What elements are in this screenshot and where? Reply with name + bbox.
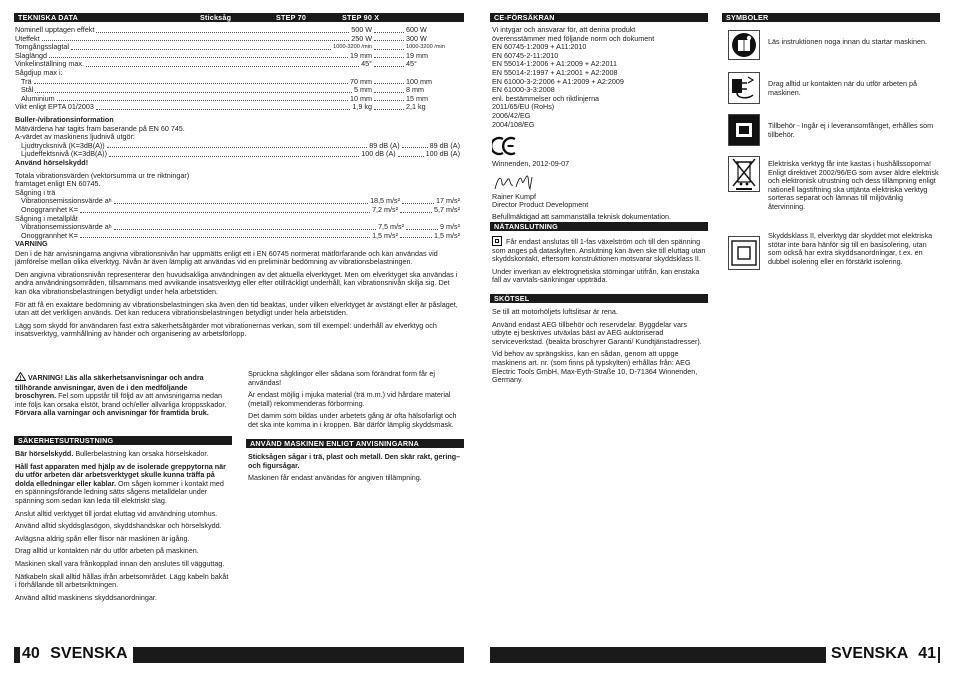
safety-p3: Anslut alltid verktyget till jordat eluttag vid användning utomhus. <box>15 508 218 518</box>
care-header: SKÖTSEL <box>490 294 708 303</box>
ce-line: EN 61000-3-2:2006 + A1:2009 + A2:2009 <box>492 76 624 86</box>
noise-row-v1: 100 dB (A) <box>361 149 396 159</box>
tech-row <box>15 26 460 35</box>
signature-icon <box>492 171 706 193</box>
vibration-row-v2: 17 m/s² <box>436 196 460 206</box>
vibration-row-v1: 7,2 m/s² <box>372 204 399 214</box>
noise-title: Buller-/vibrationsinformation <box>15 115 114 124</box>
tech-row-v1: 250 W <box>351 33 372 43</box>
model2-label: STEP 90 X <box>342 13 380 22</box>
tech-row-v2: 100 mm <box>406 76 432 86</box>
mid-section <box>248 370 462 430</box>
safety-intro-bold: VARNING! Läs alla säkerhetsanvisningar och andra tillhörande anvisningar, även de i den medföljande broschyren. <box>15 373 204 401</box>
tech-row-label: Slaglängd <box>15 50 47 60</box>
noise-row-v2: 100 dB (A) <box>425 149 460 159</box>
symbols-header: SYMBOLER <box>722 13 940 22</box>
noise-line1: Mätvärdena har tagits fram baserande på EN 60 745. <box>15 123 185 133</box>
tech-row-v2: 15 mm <box>406 93 428 103</box>
tech-row-label: Uteffekt <box>15 33 40 43</box>
safety-p1-normal: Bullerbelastning kan orsaka hörselskador. <box>73 449 209 458</box>
ce-line: överensstämmer med följande norm och dokument <box>492 33 655 43</box>
tech-row-v1: 500 W <box>351 25 372 34</box>
tech-row-v1: 19 mm <box>350 50 372 60</box>
safety-p1-bold: Bär hörselskydd. <box>15 449 74 458</box>
mains-p1-text: Får endast anslutas till 1-fas växelström och till den spänning som anges på dataskylten. Anslutning kan även ske till eluttag utan skyddskontakt, eftersom konstruktionen motsvarar skyddsklass II. <box>492 237 706 264</box>
noise-row-label: Ljudtrycksnivå (K=3dB(A)) <box>21 140 105 150</box>
noise-line2: A-värdet av maskinens ljudnivå utgör: <box>15 132 135 142</box>
vibration-line2: framtaget enligt EN 60745. <box>15 179 101 189</box>
tech-row-v2: 19 mm <box>406 50 428 60</box>
tech-row <box>15 35 460 44</box>
vibration-row-label: Vibrationsemissionsvärde a <box>21 222 109 232</box>
language-title-left: SVENSKA <box>50 645 128 662</box>
tech-row-label: Trä <box>21 76 32 86</box>
ce-line: Vi intygar och ansvarar för, att denna produkt <box>492 25 636 34</box>
safety-section <box>15 450 229 602</box>
page-number-right: 41 <box>918 645 936 662</box>
footer-left-label <box>20 644 133 664</box>
ce-section <box>492 26 706 222</box>
vibration-row: Vibrationsemissionsvärde a h 7,5 m/s² 9 m/s² <box>21 222 460 232</box>
tech-row-v1: 10 mm <box>350 93 372 103</box>
use-header: ANVÄND MASKINEN ENLIGT ANVISNINGARNA <box>246 439 464 448</box>
tech-row-v2: 1000-3200 /min <box>406 44 445 51</box>
ce-place-date: Winnenden, 2012-09-07 <box>492 159 570 169</box>
warning-p3: För att få en exaktare bedömning av vibrationsbelastningen ska även den tid beaktas, under vilken elverktyget är avstängt eller är påslaget, utan att det verkligen används. Det kan reducera vibrationsbelastningen betydligt under hela arbetstiden. <box>15 299 458 318</box>
tech-row-v1: 45° <box>361 59 372 69</box>
safety-p5: Avlägsna aldrig spån eller flisor när maskinen är igång. <box>15 533 190 543</box>
vibration-row-label: Onoggrannhet K= <box>21 204 78 214</box>
mains-p1 <box>492 236 706 264</box>
safety-p9: Använd alltid maskinens skyddsanordningar. <box>15 592 157 602</box>
tech-row-label: Stål <box>21 85 34 95</box>
safety-p8: Nätkabeln skall alltid hållas ifrån arbetsområdet. Lägg kabeln bakåt i förhållande till arbetsriktningen. <box>15 571 229 590</box>
safety-header: SÄKERHETSUTRUSTNING <box>14 436 232 445</box>
noise-row-label: Ljudeffektsnivå (K=3dB(A)) <box>21 149 107 159</box>
care-p1: Se till att motorhöljets luftslitsar är rena. <box>492 307 618 316</box>
symbol-text-accessory: Tillbehör - Ingår ej i leveransomfånget, erhålles som tillbehör. <box>768 121 934 139</box>
warning-p1: Den i de här anvisningarna angivna vibrationsnivån har uppmätts enligt ett i EN 60745 normerat mätförfarande och kan användas vid jämförelse mellan olika elverktyg. Nivån är även lämplig att användas vid en preliminär bedömning av vibrationsbelastningen. <box>15 248 438 267</box>
hearing-note: Använd hörselskydd! <box>15 157 89 167</box>
symbol-text-read-manual: Läs instruktionen noga innan du startar maskinen. <box>768 37 928 46</box>
safety-p2 <box>15 463 229 506</box>
safety-p1 <box>15 450 229 459</box>
warning-title: VARNING <box>15 239 48 248</box>
vibration-row-label: Onoggrannhet K= <box>21 230 78 240</box>
mains-p2: Under inverkan av elektrognetiska störningar utifrån, kan enstaka fall av varvtals-sänkningar uppträda. <box>492 266 700 285</box>
tech-row-v1: 5 mm <box>354 85 372 95</box>
safety-intro <box>15 372 229 418</box>
product-type: Sticksåg <box>200 13 232 22</box>
safety-p7: Maskinen skall vara frånkopplad innan den anslutes till vägguttag. <box>15 558 225 568</box>
vibration-row-v1: 7,5 m/s² <box>378 222 405 232</box>
ce-line: 2011/65/EU (RoHs) <box>492 102 555 112</box>
warning-section <box>15 240 462 339</box>
tech-data-table <box>15 26 460 112</box>
tech-row <box>15 69 460 78</box>
vibration-row <box>15 206 460 215</box>
tech-row-label: Sågdjup max i: <box>15 67 63 77</box>
noise-section <box>15 116 460 240</box>
vibration-row-v2: 5,7 m/s² <box>434 204 460 214</box>
mains-header: NÄTANSLUTNING <box>490 222 708 231</box>
use-p: Maskinen får endast användas för angiven tillämpning. <box>248 473 422 483</box>
tech-row <box>15 60 460 69</box>
warning-p4: Lägg som skydd för användaren fast extra säkerhetsåtgärder mot vibrationernas verkan, som till exempel: underhåll av elverktyg och insatsverktyg, varmhållning av händer och organisering av arbetsförlopp. <box>15 320 437 339</box>
use-section <box>248 453 462 483</box>
vibration-row-v1: 18,5 m/s² <box>370 196 401 206</box>
svg-text:!: ! <box>19 375 22 381</box>
care-section <box>492 308 706 385</box>
ce-line: 2004/108/EG <box>492 119 535 129</box>
ce-line: enl. bestämmelser och riktlinjerna <box>492 93 600 103</box>
mid-p1: Spruckna sågklingor eller sådana som förändrat form får ej användas! <box>248 369 435 387</box>
weee-bin-icon <box>728 156 760 192</box>
safety-p4: Använd alltid skyddsglasögon, skyddshandskar och hörselskydd. <box>15 521 222 531</box>
tech-row-v2: 300 W <box>406 33 427 43</box>
language-title-right: SVENSKA <box>830 645 908 662</box>
tech-row-v1: 1,9 kg <box>352 102 372 112</box>
noise-row-v2: 89 dB (A) <box>429 140 460 150</box>
tech-row-v2: 8 mm <box>406 85 424 95</box>
vibration-row-v2: 1,5 m/s² <box>434 230 460 240</box>
vibration-row-v2: 9 m/s² <box>440 222 460 232</box>
ce-line: EN 60745-2-11:2010 <box>492 50 559 60</box>
ce-line: EN 55014-2:1997 + A1:2001 + A2:2008 <box>492 67 618 77</box>
class-ii-small-icon <box>492 236 502 246</box>
vibration-line1: Totala vibrationsvärden (vektorsumma ur tre riktningar) <box>15 170 190 180</box>
use-bold: Sticksågen sågar i trä, plast och metall. Den skär rakt, gering– och figursågar. <box>248 452 461 470</box>
tech-row-v1: 70 mm <box>350 76 372 86</box>
safety-p6: Drag alltid ur kontakten när du utför arbeten på maskinen. <box>15 546 199 556</box>
tech-row <box>15 43 460 52</box>
ce-signer-name: Rainer Kumpf <box>492 191 536 201</box>
safety-p2-normal: Om sågen kommer i kontakt med en spänningsförande ledning sätts sågens metalldelar under spänning som sedan kan leda till elektriskt slag. <box>15 478 224 505</box>
ce-line: 2006/42/EG <box>492 110 531 120</box>
ce-mark <box>492 136 706 158</box>
symbol-text-class-ii: Skyddsklass II, elverktyg där skyddet mot elektriska stötar inte bara hänför sig till en basisolering, utan som också har extra skyddsanordningar, t.ex. en dubbel isolering eller en förstärkt isolering. <box>768 231 933 266</box>
symbol-text-unplug: Drag alltid ur kontakten när du utför arbeten på maskinen. <box>768 79 918 97</box>
tech-row-label: Vinkelinställning max. <box>15 59 84 69</box>
tech-row <box>15 78 460 87</box>
safety-intro-keep: Förvara alla varningar och anvisningar för framtida bruk. <box>15 408 209 418</box>
tech-data-title: TEKNISKA DATA <box>18 13 78 22</box>
ce-signer-title: Director Product Development <box>492 200 589 210</box>
ce-line: EN 60745-1:2009 + A11:2010 <box>492 42 587 52</box>
mains-section <box>492 236 706 285</box>
tech-row-v2: 600 W <box>406 25 427 34</box>
ce-line: EN 61000-3-3:2008 <box>492 85 555 95</box>
mid-p3: Det damm som bildas under arbetets gång är ofta hälsofarligt och det ska inte komma in i kroppen. Bär därför lämplig skyddsmask. <box>248 411 457 429</box>
tech-row-v2: 2,1 kg <box>406 102 426 112</box>
tech-row-v1: 1000-3200 /min <box>333 44 372 51</box>
accessory-icon <box>728 114 760 146</box>
footer-right-label <box>826 644 938 664</box>
model1-label: STEP 70 <box>276 13 307 22</box>
tech-data-header <box>14 13 464 22</box>
warning-p2: Den angivna vibrationsnivån representerar den huvudsakliga användningen av det aktuella elverktyget. Men om elverktyget ska användas i andra användningsområden, tillsammans med avvikande insatsverktyg eller efter otillräckligt underhåll, kan vibrationsnivån skilja sig. Det kan öka vibrationsbelastningen betydligt under hela arbetstiden. <box>15 269 458 296</box>
tech-row-label: Tomgångsslagtal <box>15 42 69 52</box>
tech-row-v2: 45° <box>406 59 417 69</box>
unplug-icon <box>728 72 760 104</box>
ce-norm-list <box>492 26 706 129</box>
safety-intro-normal: Fel som uppstår till följd av att anvisningarna nedan inte följs kan orsaka elstöt, brand och/eller allvarliga kroppsskador. <box>15 391 227 409</box>
metal-label: Sågning i metallplåt <box>15 213 78 223</box>
wood-label: Sågning i trä <box>15 187 56 197</box>
mid-p2: Är endast möjlig i mjuka material (trä m.m.) vid hårdare material (metall) rekommenderas förborrning. <box>248 390 451 408</box>
care-p3: Vid behov av sprängskiss, kan en sådan, genom att uppge maskinens art. nr. (som finns på typskylten) erhållas från: AEG Electric Tools GmbH, Max-Eyth-Straße 10, D-71364 Winnenden, Germany. <box>492 349 698 385</box>
vibration-row-label: Vibrationsemissionsvärde a <box>21 196 109 206</box>
tech-row <box>15 86 460 95</box>
read-manual-icon <box>728 30 760 60</box>
class-ii-icon <box>728 236 760 270</box>
ce-header: CE-FÖRSÄKRAN <box>490 13 708 22</box>
page-number-left: 40 <box>22 645 40 662</box>
vibration-row-v1: 1,5 m/s² <box>372 230 399 240</box>
tech-row-label: Nominell upptagen effekt <box>15 25 95 34</box>
tech-row-label: Vikt enligt EPTA 01/2003 <box>15 102 94 112</box>
care-p2: Använd endast AEG tillbehör och reservdelar. Byggdelar vars utbyte ej beskrives utväxlas bäst av AEG auktoriserad serviceverkstad. (beakta broschyrer Garanti/ Kundtjänstadresser). <box>492 319 702 346</box>
ce-line: EN 55014-1:2006 + A1:2009 + A2:2011 <box>492 59 617 69</box>
noise-row-v1: 89 dB (A) <box>369 140 400 150</box>
symbol-text-weee: Elektriska verktyg får inte kastas i hushållssoporna! Enligt direktivet 2002/96/EG som avser äldre elektrisk och elektronisk utrustning och dess tillämpning enligt nationell lagstiftning ska uttjänta elektriska verktyg sorteras separat och lämnas till miljövänlig återvinning. <box>768 159 939 211</box>
tech-row-label: Aluminium <box>21 93 55 103</box>
safety-p2-bold: Håll fast apparaten med hjälp av de isolerade greppytorna när du utför arbeten där arbetsverktyget skulle kunna träffa på dolda elledningar eller kablar. <box>15 461 226 488</box>
ce-authorized: Befullmäktigad att sammanställa teknisk dokumentation. <box>492 211 671 221</box>
vibration-row: Vibrationsemissionsvärde a h 18,5 m/s² 17 m/s² <box>21 196 460 206</box>
tech-row <box>15 103 460 112</box>
